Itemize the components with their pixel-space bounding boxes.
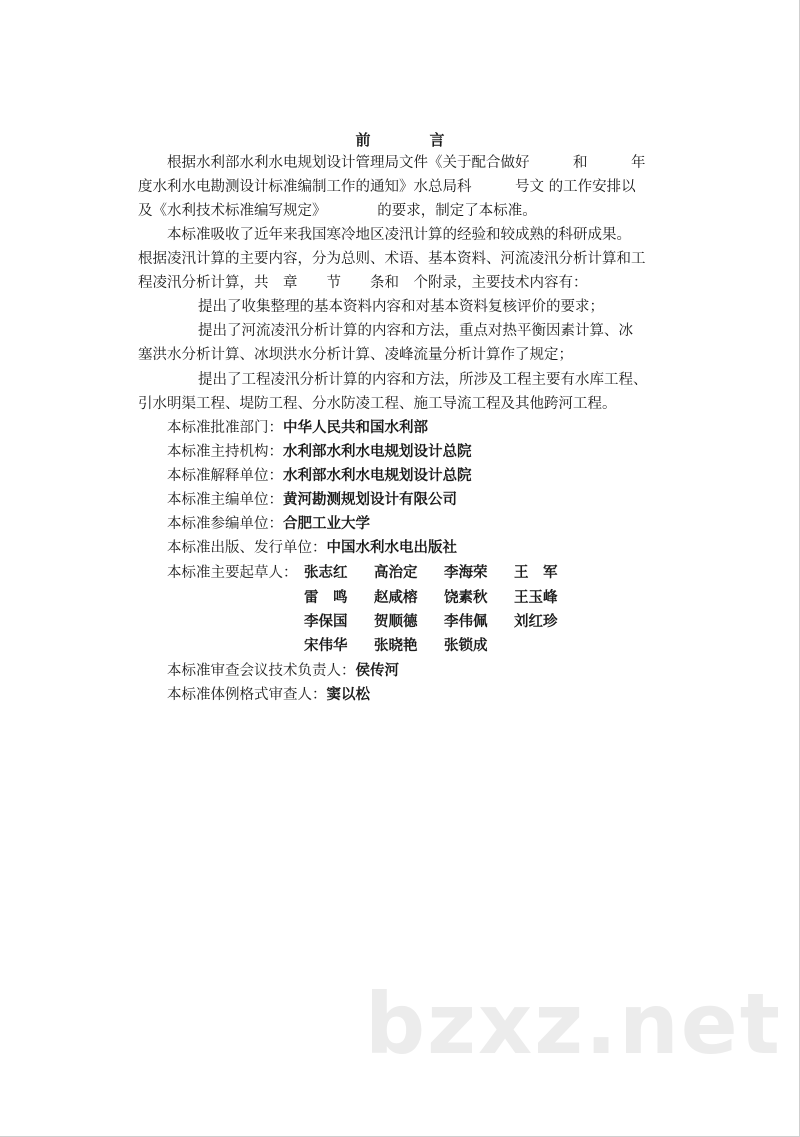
review-row [167, 661, 399, 681]
drafter-name: 雷 鸣 [304, 590, 348, 606]
drafter-name: 王玉峰 [514, 590, 558, 606]
interpret-label: 本标准解释单位： [167, 468, 283, 484]
drafters-row-1 [304, 563, 584, 583]
watermark: bzxz.net [365, 975, 782, 1073]
paragraph-3-line-2: 程凌汛分析计算，共 章 节 条和 个附录，主要技术内容有： [138, 275, 588, 291]
drafters-row-3 [304, 612, 584, 632]
drafter-name: 张锁成 [444, 638, 488, 654]
approve-label: 本标准批准部门： [167, 420, 283, 436]
drafter-name: 王 军 [514, 565, 558, 581]
chief-row [167, 490, 457, 510]
paragraph-3-line-1: 根据凌汛计算的主要内容，分为总则、术语、基本资料、河流凌汛分析计算和工 [138, 251, 646, 267]
interpret-row [167, 466, 472, 486]
paragraph-6-line-2: 引水明渠工程、堤防工程、分水防凌工程、施工导流工程及其他跨河工程。 [138, 396, 617, 412]
paragraph-5-line-2: 塞洪水分析计算、冰坝洪水分析计算、凌峰流量分析计算作了规定； [138, 347, 573, 363]
drafters-row-2 [304, 588, 584, 608]
approve-value: 中华人民共和国水利部 [283, 420, 428, 436]
drafter-name: 宋伟华 [304, 638, 348, 654]
page-title: 前 言 [355, 131, 467, 149]
review-value: 侯传河 [355, 663, 399, 679]
join-label: 本标准参编单位： [167, 516, 283, 532]
paragraph-6-line-1: 提出了工程凌汛分析计算的内容和方法，所涉及工程主要有水库工程、 [198, 372, 648, 388]
host-value: 水利部水利水电规划设计总院 [283, 444, 472, 460]
drafter-name: 张志红 [304, 565, 348, 581]
chief-value: 黄河勘测规划设计有限公司 [283, 492, 457, 508]
drafter-name: 李海荣 [444, 565, 488, 581]
approve-row [167, 418, 428, 438]
paragraph-5-line-1: 提出了河流凌汛分析计算的内容和方法，重点对热平衡因素计算、冰 [198, 323, 633, 339]
interpret-value: 水利部水利水电规划设计总院 [283, 468, 472, 484]
join-row [167, 514, 370, 534]
drafter-name: 李保国 [304, 614, 348, 630]
paragraph-4-line-1: 提出了收集整理的基本资料内容和对基本资料复核评价的要求； [198, 299, 604, 315]
join-value: 合肥工业大学 [283, 516, 370, 532]
drafter-name: 赵咸榕 [374, 590, 418, 606]
drafter-name: 贺顺德 [374, 614, 418, 630]
drafter-name: 高治定 [374, 565, 418, 581]
drafters-label: 本标准主要起草人： [167, 565, 298, 581]
drafter-name: 张晓艳 [374, 638, 418, 654]
paragraph-1-line-3: 及《水利技术标准编写规定》 的要求，制定了本标准。 [138, 203, 537, 219]
publish-label: 本标准出版、发行单位： [167, 540, 327, 556]
review-label: 本标准审查会议技术负责人： [167, 663, 356, 679]
format-row [167, 685, 370, 705]
format-value: 窦以松 [326, 687, 370, 703]
paragraph-2-line-1: 本标准吸收了近年来我国寒冷地区凌汛计算的经验和较成熟的科研成果。 [167, 227, 631, 243]
drafter-name: 李伟佩 [444, 614, 488, 630]
publish-row [167, 538, 457, 558]
chief-label: 本标准主编单位： [167, 492, 283, 508]
drafter-name: 饶素秋 [444, 590, 488, 606]
host-row [167, 442, 472, 462]
format-label: 本标准体例格式审查人： [167, 687, 327, 703]
drafters-row-4 [304, 636, 514, 656]
publish-value: 中国水利水电出版社 [326, 540, 457, 556]
host-label: 本标准主持机构： [167, 444, 283, 460]
paragraph-1-line-1: 根据水利部水利水电规划设计管理局文件《关于配合做好 和 年 [167, 155, 646, 171]
drafter-name: 刘红珍 [514, 614, 558, 630]
paragraph-1-line-2: 度水利水电勘测设计标准编制工作的通知》水总局科 号文 的工作安排以 [138, 179, 636, 195]
